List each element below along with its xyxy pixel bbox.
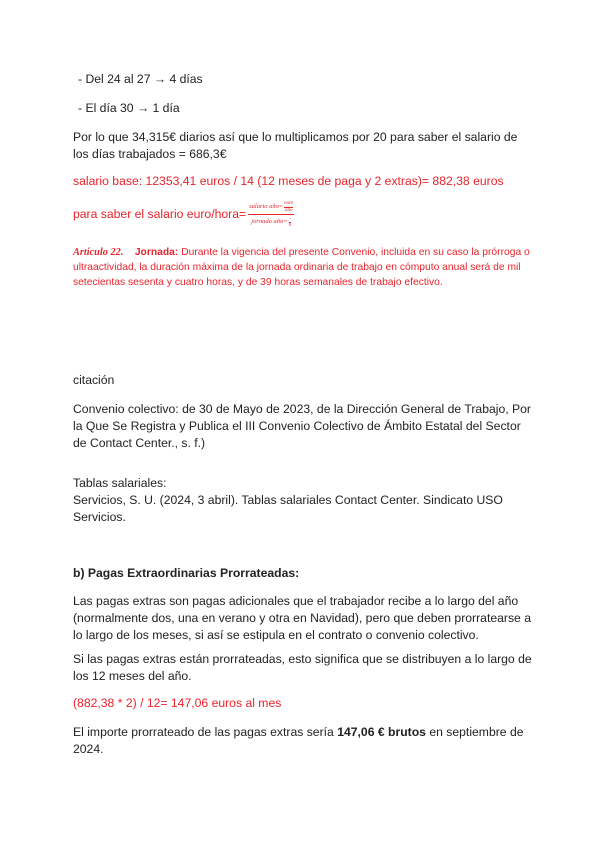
formula-lead: para saber el salario euro/hora= <box>73 207 247 221</box>
unit-bottom: año <box>285 207 293 213</box>
article-22-paragraph <box>73 245 533 291</box>
base-salary-line: salario base: 12353,41 euros / 14 (12 meses de paga y 2 extras)= 882,38 euros <box>73 174 504 188</box>
formula-numerator <box>248 201 294 215</box>
daily-calc-paragraph: Por lo que 34,315€ diarios así que lo multiplicamos por 20 para saber el salario de los días trabajados = 686,3€ <box>73 130 518 161</box>
formula-denominator-text: jornada año= <box>251 218 288 225</box>
citation-title: citación <box>73 373 115 387</box>
hourly-salary-formula <box>73 201 533 228</box>
unit-top: - <box>289 216 291 222</box>
final-amount: 147,06 € brutos <box>337 725 426 739</box>
article-heading: Jornada: <box>134 247 179 258</box>
citation-text: Convenio colectivo: de 30 de Mayo de 2023, de la Dirección General de Trabajo, Por la Que Se Registra y Publica el III Convenio Colectivo de Ámbito Estatal del Sector de Contact Center., s. f.) <box>73 402 531 450</box>
bullet-line-1: - Del 24 al 27 → 4 días <box>78 72 203 86</box>
formula-denominator-unit <box>289 217 292 229</box>
unit-top: euro <box>284 201 294 206</box>
bullet-line-2: - El día 30 → 1 día <box>78 101 180 115</box>
prorated-calc-line: (882,38 * 2) / 12= 147,06 euros al mes <box>73 696 282 710</box>
final-post-text: en septiembre de 2024. <box>73 725 524 756</box>
section-b-paragraph-1: Las pagas extras son pagas adicionales que el trabajador recibe a lo largo del año (normalmente dos, una en verano y otra en Navidad), pero que deben prorratearse a lo largo de los meses, si así se estipula en el contrato o convenio colectivo. <box>73 594 531 642</box>
final-amount-paragraph <box>73 724 533 758</box>
section-b-heading: b) Pagas Extraordinarias Prorrateadas: <box>73 566 300 580</box>
formula-numerator-unit <box>284 201 293 213</box>
tables-title: Tablas salariales: <box>73 476 167 490</box>
formula-numerator-text: salario año= <box>249 202 284 210</box>
unit-bottom: h <box>288 223 292 228</box>
tables-text: Servicios, S. U. (2024, 3 abril). Tablas salariales Contact Center. Sindicato USO Servicios. <box>73 493 503 524</box>
formula-fraction <box>248 201 294 228</box>
article-text: Durante la vigencia del presente Convenio, incluida en su caso la prórroga o ultraactividad, la duración máxima de la jornada ordinaria de trabajo en cómputo anual será de mil setecientas sesenta y cuatro horas, y de 39 horas semanales de trabajo efectivo. <box>73 247 530 289</box>
section-b-paragraph-2: Si las pagas extras están prorrateadas, esto significa que se distribuyen a lo largo de los 12 meses del año. <box>73 652 532 683</box>
formula-denominator <box>251 215 291 229</box>
article-label: Artículo 22. <box>73 247 124 258</box>
final-pre-text: El importe prorrateado de las pagas extras sería <box>73 725 338 739</box>
